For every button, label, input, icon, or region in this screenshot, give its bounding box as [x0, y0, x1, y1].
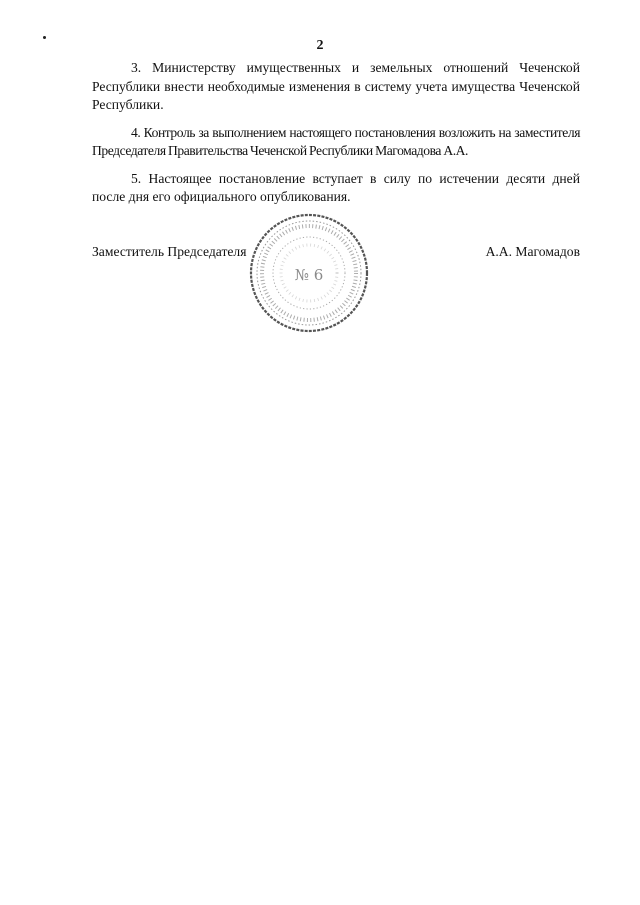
- signatory-position: Заместитель Председателя: [92, 244, 247, 259]
- seal-number: № 6: [294, 266, 324, 284]
- paragraph-5: 5. Настоящее постановление вступает в силу по истечении десяти дней после дня его официального опубликования.: [92, 170, 580, 204]
- signatory-name: А.А. Магомадов: [485, 244, 580, 259]
- paragraph-4: 4. Контроль за выполнением настоящего постановления возложить на заместителя Председателя Правительства Чеченской Республики Магомадова А.А.: [92, 124, 580, 158]
- document-body: [92, 59, 580, 216]
- paragraph-3: 3. Министерству имущественных и земельных отношений Чеченской Республики внести необходимые изменения в систему учета имущества Чеченской Республики.: [92, 60, 580, 112]
- page-number: 2: [316, 38, 324, 53]
- official-seal-icon: [247, 211, 371, 335]
